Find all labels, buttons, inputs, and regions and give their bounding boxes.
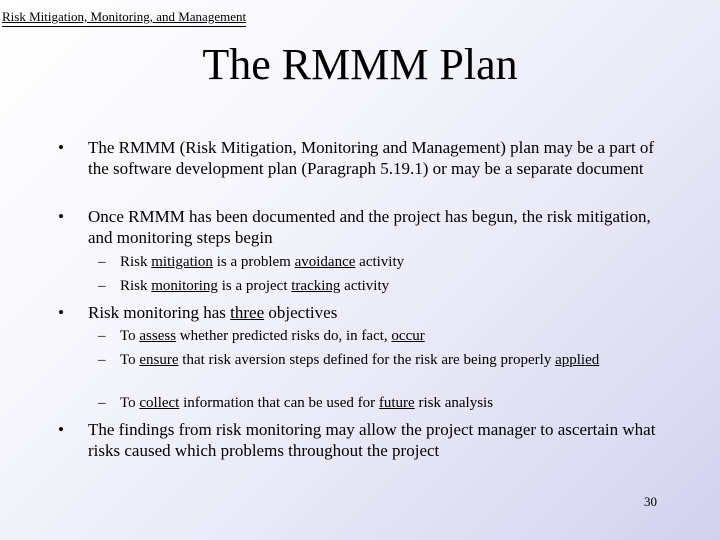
dash-marker: – [98,352,106,368]
bullet-text: Risk monitoring has three objectives [88,303,338,322]
sub-bullet-item [98,253,668,272]
bullet-item [58,137,670,179]
bullet-text: The findings from risk monitoring may allow the project manager to ascertain what risks caused which problems throughout the project [88,420,656,460]
sub-bullet-item [98,351,668,370]
sub-bullet-text: To ensure that risk aversion steps defined for the risk are being properly applied [120,352,600,368]
dash-marker: – [98,254,106,270]
bullet-item [58,206,670,248]
sub-bullet-item [98,327,668,346]
sub-bullet-text: To collect information that can be used for future risk analysis [120,395,494,411]
bullet-marker: • [58,420,64,439]
bullet-item [58,419,670,461]
bullet-text: Once RMMM has been documented and the project has begun, the risk mitigation, and monitoring steps begin [88,207,651,247]
dash-marker: – [98,328,106,344]
bullet-marker: • [58,303,64,322]
sub-bullet-item [98,277,668,296]
bullet-marker: • [58,207,64,226]
slide-header: Risk Mitigation, Monitoring, and Management [2,9,246,27]
dash-marker: – [98,395,106,411]
bullet-item [58,302,670,323]
bullet-text: The RMMM (Risk Mitigation, Monitoring and Management) plan may be a part of the software development plan (Paragraph 5.19.1) or may be a separate document [88,138,655,178]
sub-bullet-item [98,394,668,413]
sub-bullet-text: Risk mitigation is a problem avoidance activity [120,254,405,270]
bullet-marker: • [58,138,64,157]
sub-bullet-text: Risk monitoring is a project tracking activity [120,278,390,294]
slide-title: The RMMM Plan [202,40,518,89]
dash-marker: – [98,278,106,294]
sub-bullet-text: To assess whether predicted risks do, in fact, occur [120,328,425,344]
page-number: 30 [644,494,657,509]
